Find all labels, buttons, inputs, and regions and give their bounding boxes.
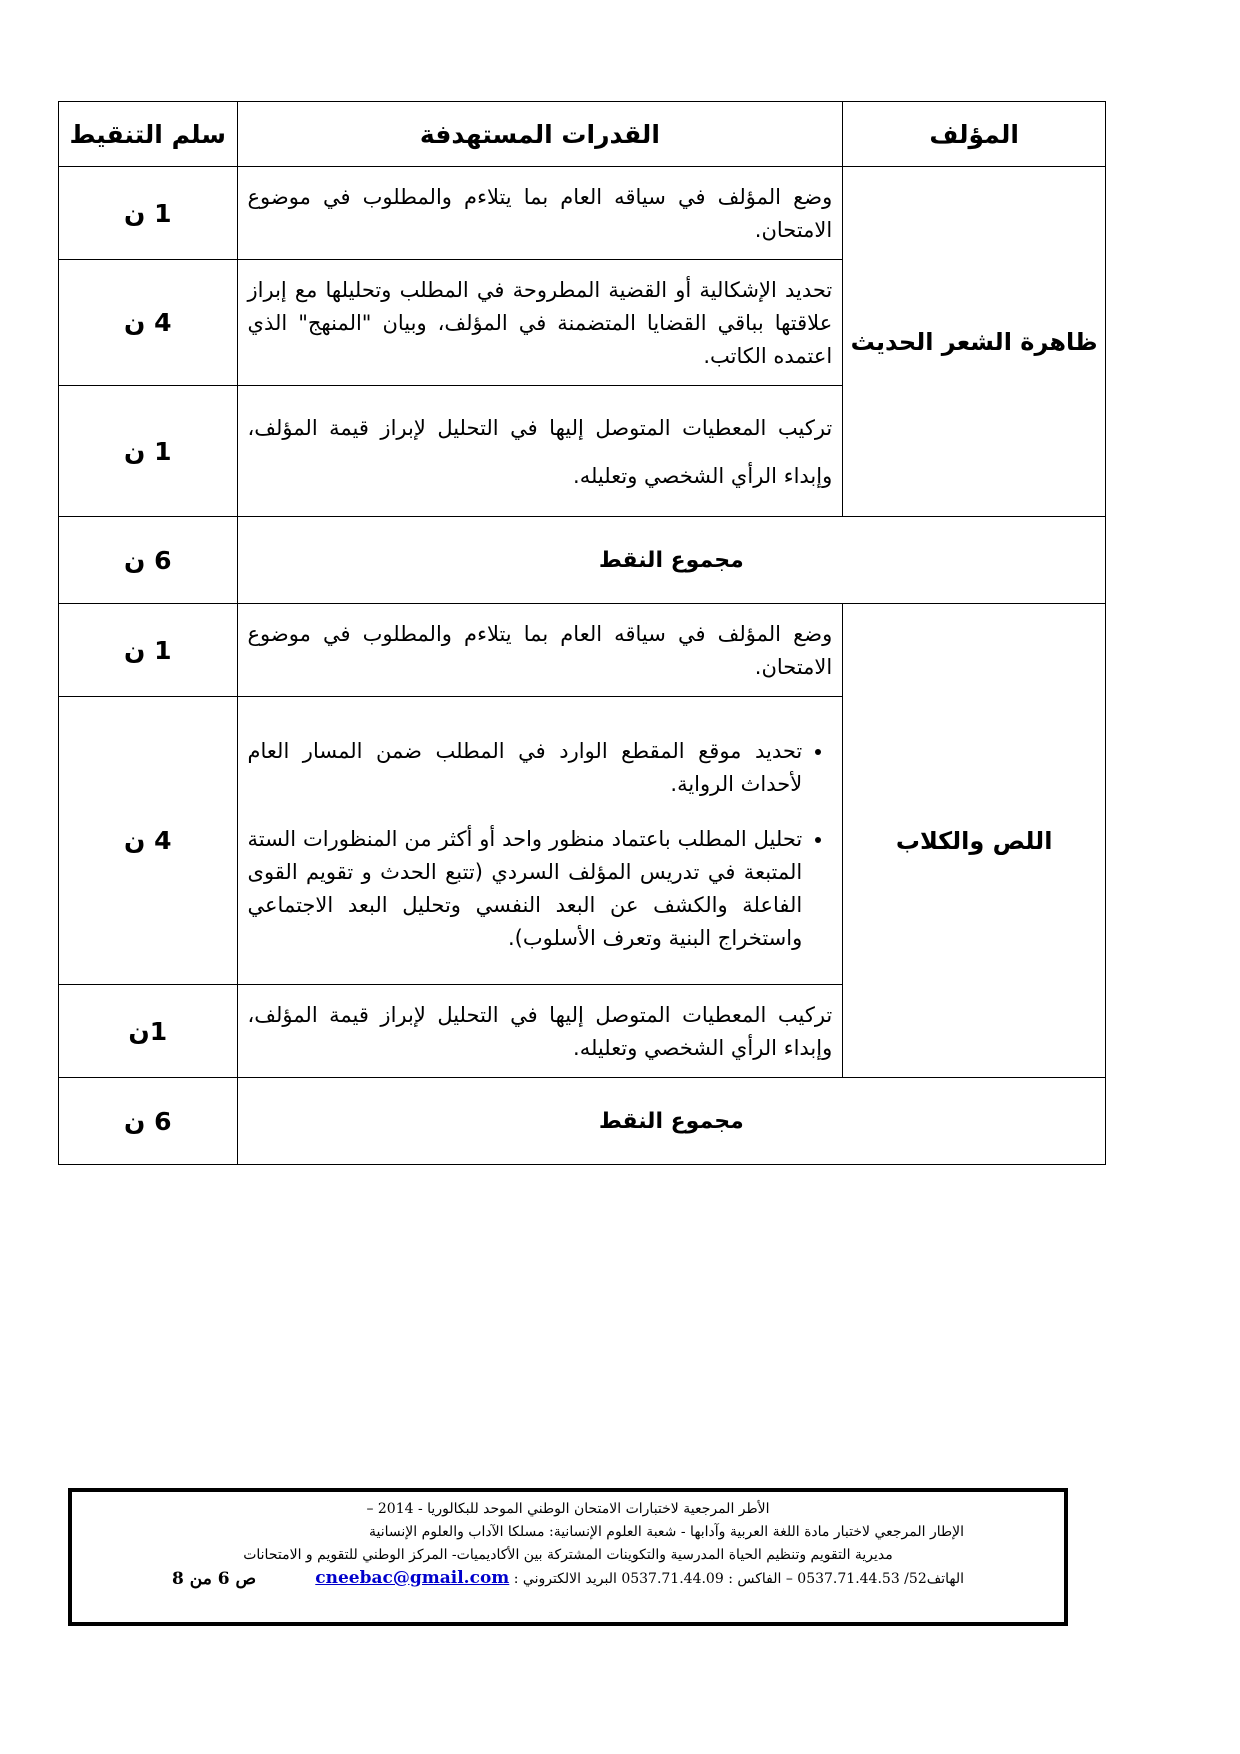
total-label: مجموع النقط — [237, 1078, 1105, 1165]
section-author: ظاهرة الشعر الحديث — [843, 167, 1106, 517]
footer-contact — [315, 1567, 964, 1591]
total-label: مجموع النقط — [237, 517, 1105, 604]
table-header-row — [59, 102, 1106, 167]
total-row — [59, 1078, 1106, 1165]
row-score: 1ن — [59, 985, 238, 1078]
row-score: 4 ن — [59, 260, 238, 386]
footer-contact-line — [172, 1567, 964, 1591]
row-score: 4 ن — [59, 697, 238, 985]
contact-text: الهاتف52/ 0537.71.44.53 – الفاكس : 0537.71.44.09 البريد الالكتروني : — [513, 1571, 964, 1587]
total-row — [59, 517, 1106, 604]
page-footer — [68, 1488, 1068, 1626]
header-author: المؤلف — [843, 102, 1106, 167]
list-item: • تحديد موقع المقطع الوارد في المطلب ضمن المسار العام لأحداث الرواية. — [248, 735, 803, 801]
row-score: 1 ن — [59, 386, 238, 517]
skill-text: تركيب المعطيات المتوصل إليها في التحليل لإبراز قيمة المؤلف، وإبداء الرأي الشخصي وتعليله. — [237, 985, 843, 1078]
email-link[interactable]: cneebac@gmail.com — [315, 1568, 510, 1588]
bullet-list — [248, 735, 833, 955]
header-score: سلم التنقيط — [59, 102, 238, 167]
footer-line-3: مديرية التقويم وتنظيم الحياة المدرسية والتكوينات المشتركة بين الأكاديميات- المركز الوطني للتقويم و الامتحانات — [243, 1547, 893, 1563]
page-number: ص 6 من 8 — [172, 1568, 257, 1589]
total-score: 6 ن — [59, 1078, 238, 1165]
section-author: اللص والكلاب — [843, 604, 1106, 1078]
skill-text: وضع المؤلف في سياقه العام بما يتلاءم والمطلوب في موضوع الامتحان. — [237, 167, 843, 260]
skill-text: وضع المؤلف في سياقه العام بما يتلاءم والمطلوب في موضوع الامتحان. — [237, 604, 843, 697]
footer-line-1: الأطر المرجعية لاختبارات الامتحان الوطني الموحد للبكالوريا - 2014 – — [366, 1501, 770, 1517]
row-score: 1 ن — [59, 604, 238, 697]
table-row — [59, 167, 1106, 260]
skill-bullets — [237, 697, 843, 985]
list-item: • تحليل المطلب باعتماد منظور واحد أو أكثر من المنظورات الستة المتبعة في تدريس المؤلف السردي (تتبع الحدث و تقويم القوى الفاعلة والكشف عن البعد النفسي وتحليل البعد الاجتماعي واستخراج البنية وتعرف الأسلوب). — [248, 823, 803, 955]
table-row — [59, 604, 1106, 697]
row-score: 1 ن — [59, 167, 238, 260]
grading-table — [58, 101, 1106, 1165]
total-score: 6 ن — [59, 517, 238, 604]
skill-text: تحديد الإشكالية أو القضية المطروحة في المطلب وتحليلها مع إبراز علاقتها بباقي القضايا المتضمنة في المؤلف، وبيان "المنهج" الذي اعتمده الكاتب. — [237, 260, 843, 386]
footer-line-2: الإطار المرجعي لاختبار مادة اللغة العربية وآدابها - شعبة العلوم الإنسانية: مسلكا الآداب والعلوم الإنسانية — [369, 1524, 964, 1540]
header-skills: القدرات المستهدفة — [237, 102, 843, 167]
skill-text: تركيب المعطيات المتوصل إليها في التحليل لإبراز قيمة المؤلف، وإبداء الرأي الشخصي وتعليله. — [237, 386, 843, 517]
